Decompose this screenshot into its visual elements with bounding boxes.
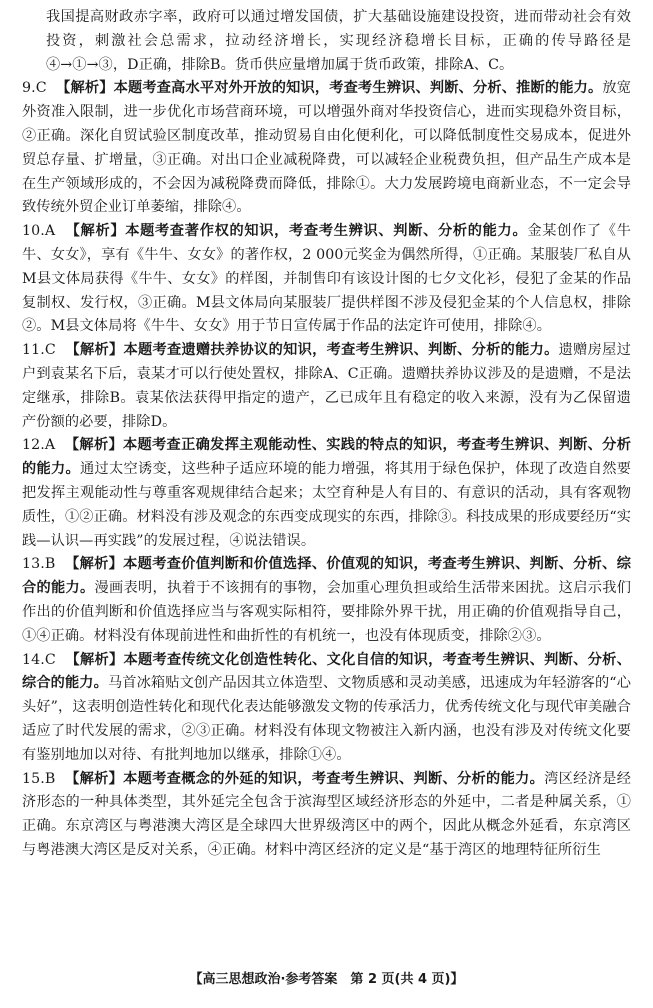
analysis-label: 【解析】	[65, 342, 124, 359]
page-footer: 【高三思想政治·参考答案 第 2 页(共 4 页)】	[189, 972, 464, 987]
analysis-label: 【解析】	[64, 437, 123, 454]
answer-item	[22, 77, 631, 220]
answer-number: 12.A	[22, 437, 56, 454]
answer-item	[22, 339, 631, 434]
answer-lead: 本题考查高水平对外开放的知识，考查考生辨识、判断、分析、推断的能力。	[113, 80, 603, 97]
answer-lead: 本题考查价值判断和价值选择、价值观的知识，考查考生辨识、判断、分析、综合的能力。	[22, 556, 631, 597]
analysis-label: 【解析】	[65, 651, 124, 668]
analysis-label: 【解析】	[65, 556, 124, 573]
answer-lead: 本题考查正确发挥主观能动性、实践的特点的知识，考查考生辨识、判断、分析的能力。	[22, 437, 631, 478]
analysis-label: 【解析】	[56, 80, 114, 97]
answer-body: 马首冰箱贴文创产品因其立体造型、文物质感和灵动美感，迅速成为年轻游客的“心头好”，这表明创造性转化和现代化表达能够激发文物的传承活力，优秀传统文化与现代审美融合适应了时代发展的需求，②③正确。材料没有体现文物被注入新内涵，也没有涉及对传统文化要有鉴别地加以对待、有批判地加以继承，排除①④。	[22, 675, 631, 763]
answer-list	[22, 77, 631, 862]
analysis-label: 【解析】	[65, 223, 126, 240]
answer-number: 9.C	[22, 80, 47, 97]
answer-item	[22, 434, 631, 553]
answer-item	[22, 553, 631, 648]
answer-item	[22, 649, 631, 768]
answer-number: 13.B	[22, 556, 56, 573]
answer-body: 湾区经济是经济形态的一种具体类型，其外延完全包含于滨海型区域经济形态的外延中，二者是种属关系，①正确。东京湾区与粤港澳大湾区是全球四大世界级湾区中的两个，因此从概念外延看，东京湾区与粤港澳大湾区是反对关系，④正确。材料中湾区经济的定义是“基于湾区的地理特征所衍生	[22, 770, 631, 858]
answer-body: 遗赠房屋过户到袁某名下后，袁某才可以行使处置权，排除A、C正确。遗赠扶养协议涉及的是遗赠，不是法定继承，排除B。袁某依法获得甲指定的遗产，乙已成年且有稳定的收入来源，没有为乙保留遗产份额的必要，排除D。	[22, 342, 631, 430]
answer-number: 11.C	[22, 342, 56, 359]
answer-body: 通过太空诱变，这些种子适应环境的能力增强，将其用于绿色保护，体现了改造自然要把发挥主观能动性与尊重客观规律结合起来；太空育种是人有目的、有意识的活动，具有客观物质性，①②正确。材料没有涉及观念的东西变成现实的东西，排除③。科技成果的形成要经历“实践—认识—再实践”的发展过程，④说法错误。	[22, 461, 631, 549]
answer-body: 漫画表明，执着于不该拥有的事物，会加重心理负担或给生活带来困扰。这启示我们作出的价值判断和价值选择应当与客观实际相符，要排除外界干扰，用正确的价值观指导自己，①④正确。材料没有体现前进性和曲折性的有机统一，也没有体现质变，排除②③。	[22, 580, 631, 644]
answer-body: 放宽外资准入限制，进一步优化市场营商环境，可以增强外商对华投资信心，进而实现稳外资目标，②正确。深化自贸试验区制度改革，推动贸易自由化便利化，可以降低制度性交易成本，促进外贸总存量、扩增量，③正确。对出口企业减税降费，可以减轻企业税费负担，但产品生产成本是在生产领域形成的，不会因为减税降费而降低，排除①。大力发展跨境电商新业态，不一定会导致传统外贸企业订单萎缩，排除④。	[22, 80, 631, 216]
continuation-paragraph: 我国提高财政赤字率，政府可以通过增发国债，扩大基础设施建设投资，进而带动社会有效投资，刺激社会总需求，拉动经济增长，实现经济稳增长目标，正确的传导路径是④→①→③，D正确，排除B。货币供应量增加属于货币政策，排除A、C。	[46, 9, 631, 73]
answer-item	[22, 220, 631, 339]
answer-number: 14.C	[22, 651, 56, 668]
answer-lead: 本题考查概念的外延的知识，考查考生辨识、判断、分析的能力。	[123, 770, 545, 787]
answer-number: 10.A	[22, 223, 56, 240]
answer-lead: 本题考查传统文化创造性转化、文化自信的知识，考查考生辨识、判断、分析、综合的能力。	[22, 651, 631, 692]
analysis-label: 【解析】	[65, 770, 124, 787]
answer-number: 15.B	[22, 770, 56, 787]
answer-lead: 本题考查著作权的知识，考查考生辨识、判断、分析的能力。	[125, 223, 528, 240]
answer-item	[22, 768, 631, 863]
answer-lead: 本题考查遗赠扶养协议的知识，考查考生辨识、判断、分析的能力。	[123, 342, 559, 359]
answer-body: 金某创作了《牛牛、女女》，享有《牛牛、女女》的著作权，2 000元奖金为偶然所得，①正确。某服装厂私自从M县文体局获得《牛牛、女女》的样图，并制售印有该设计图的七夕文化衫，侵犯了金某的作品复制权、发行权，③正确。M县文体局向某服装厂提供样图不涉及侵犯金某的个人信息权，排除②。M县文体局将《牛牛、女女》用于节日宣传属于作品的法定许可使用，排除④。	[22, 223, 631, 335]
